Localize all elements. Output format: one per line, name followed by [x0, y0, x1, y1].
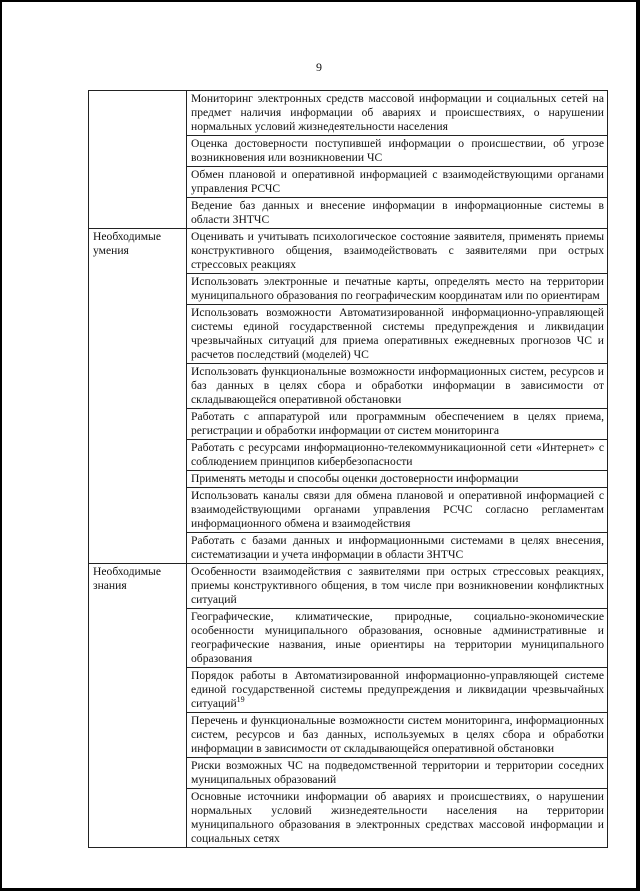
- table-cell: Мониторинг электронных средств массовой информации и социальных сетей на предмет наличия информации об авариях и происшествиях, о нарушении нормальных условий жизнедеятельности населения: [187, 91, 608, 136]
- table-cell: Использовать возможности Автоматизированной информационно-управляющей системы единой государственной системы предупреждения и ликвидации чрезвычайных ситуаций для приема оперативных ежедневных прогнозов ЧС и расчетов последствий (моделей) ЧС: [187, 305, 608, 364]
- category-cell-skills: Необходимые умения: [89, 229, 187, 564]
- table-cell: Использовать электронные и печатные карты, определять место на территории муниципального образования по географическим координатам или по ориентирам: [187, 274, 608, 305]
- table-cell: Перечень и функциональные возможности систем мониторинга, информационных систем, ресурсов и баз данных, используемых в целях сбора и обработки информации в зависимости от складывающейся оперативной обстановки: [187, 713, 608, 758]
- table-cell: Работать с базами данных и информационными системами в целях внесения, систематизации и учета информации в области ЗНТЧС: [187, 533, 608, 564]
- table-row: [89, 91, 608, 136]
- competency-table: [88, 90, 608, 848]
- table-cell: Ведение баз данных и внесение информации в информационные системы в области ЗНТЧС: [187, 198, 608, 229]
- table-cell: Особенности взаимодействия с заявителями при острых стрессовых реакциях, приемы конструктивного общения, в том числе при возникновении конфликтных ситуаций: [187, 564, 608, 609]
- table-cell: Основные источники информации об авариях и происшествиях, о нарушении нормальных условий жизнедеятельности населения на территории муниципального образования в электронных средствах массовой информации и социальных сетях: [187, 789, 608, 848]
- table-cell: [187, 668, 608, 713]
- table-cell: Использовать функциональные возможности информационных систем, ресурсов и баз данных в целях сбора и обработки информации в зависимости от складывающейся оперативной обстановки: [187, 364, 608, 409]
- table-cell: Использовать каналы связи для обмена плановой и оперативной информацией с взаимодействующими органами управления РСЧС согласно регламентам информационного обмена и взаимодействия: [187, 488, 608, 533]
- page-number: 9: [316, 60, 322, 74]
- table-row: [89, 229, 608, 274]
- table-row: [89, 564, 608, 609]
- footnote-marker: 19: [236, 695, 245, 705]
- table-cell: Географические, климатические, природные, социально-экономические особенности муниципального образования, основные административные и географические названия, иные ориентиры на территории муниципального образования: [187, 609, 608, 668]
- table-cell: Применять методы и способы оценки достоверности информации: [187, 471, 608, 488]
- table-cell: Работать с ресурсами информационно-телекоммуникационной сети «Интернет» с соблюдением принципов кибербезопасности: [187, 440, 608, 471]
- table-cell: Риски возможных ЧС на подведомственной территории и территории соседних муниципальных образований: [187, 758, 608, 789]
- document-page: [2, 2, 636, 888]
- table-cell: Обмен плановой и оперативной информацией с взаимодействующими органами управления РСЧС: [187, 167, 608, 198]
- category-cell-knowledge: Необходимые знания: [89, 564, 187, 848]
- table-cell: Оценка достоверности поступившей информации о происшествии, об угрозе возникновения или возникновении ЧС: [187, 136, 608, 167]
- table-cell: Работать с аппаратурой или программным обеспечением в целях приема, регистрации и обработки информации от систем мониторинга: [187, 409, 608, 440]
- cell-text: Порядок работы в Автоматизированной информационно-управляющей системе единой государственной системы предупреждения и ликвидации чрезвычайных ситуаций: [191, 669, 604, 710]
- category-cell-empty: [89, 91, 187, 229]
- table-cell: Оценивать и учитывать психологическое состояние заявителя, применять приемы конструктивного общения, взаимодействовать с заявителями при острых стрессовых реакциях: [187, 229, 608, 274]
